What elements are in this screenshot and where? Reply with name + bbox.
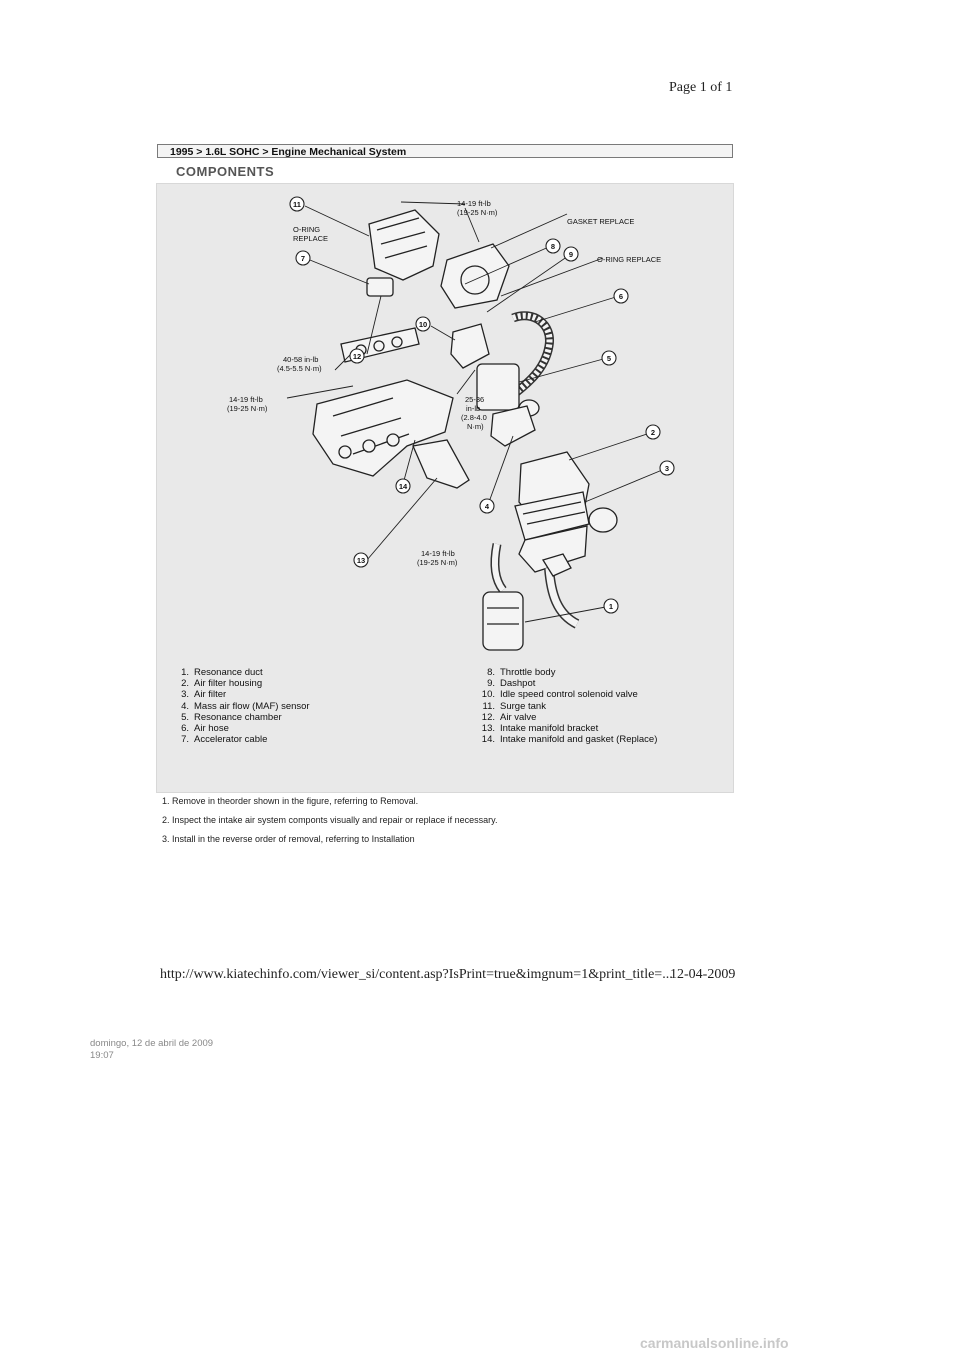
legend-item <box>171 712 451 723</box>
section-title: COMPONENTS <box>176 164 275 179</box>
torque-valve-2: in-lb <box>466 404 481 413</box>
isc-valve-shape <box>451 324 489 368</box>
legend-num: 6. <box>181 723 189 735</box>
legend-num: 5. <box>181 711 189 723</box>
procedure-steps <box>162 796 732 853</box>
legend-text: Resonance duct <box>194 667 263 678</box>
legend-num: 8. <box>487 667 495 678</box>
step-item: 1. Remove in theorder shown in the figure, referring to Removal. <box>162 796 419 806</box>
torque-left-nm: (19-25 N·m) <box>227 404 268 413</box>
gasket-replace-label: GASKET REPLACE <box>567 217 635 226</box>
legend-num: 7. <box>181 734 189 746</box>
legend-num: 1. <box>181 667 189 678</box>
legend-item <box>477 723 727 734</box>
legend-text: Mass air flow (MAF) sensor <box>194 700 310 712</box>
oring-replace-left-label-2: REPLACE <box>293 234 329 243</box>
print-timestamp <box>90 1038 213 1062</box>
legend-num: 4. <box>181 700 189 712</box>
legend-text: Throttle body <box>500 667 556 678</box>
legend-text: Air valve <box>500 711 537 723</box>
legend-text: Air filter housing <box>194 678 263 690</box>
torque-bottom: 14-19 ft-lb <box>421 549 455 558</box>
legend-item <box>171 723 451 734</box>
legend-item <box>477 667 727 678</box>
legend-num: 14. <box>481 734 495 746</box>
legend-item <box>477 734 727 745</box>
timestamp-date: domingo, 12 de abril de 2009 <box>90 1038 214 1049</box>
torque-top-nm: (19-25 N·m) <box>457 208 498 217</box>
legend-text: Surge tank <box>500 700 546 712</box>
legend-num: 9. <box>487 678 495 690</box>
breadcrumb: 1995 > 1.6L SOHC > Engine Mechanical System <box>157 144 733 158</box>
torque-mid-nm: (4.5-5.5 N·m) <box>277 364 322 373</box>
oring-replace-left-label-1: O-RING <box>293 225 321 234</box>
callout-5: 5 <box>606 354 612 363</box>
legend-text: Dashpot <box>500 678 536 690</box>
page-number: Page 1 of 1 <box>669 80 733 95</box>
callout-10: 10 <box>418 320 428 329</box>
callout-7: 7 <box>300 254 306 263</box>
legend-item <box>477 712 727 723</box>
legend-item <box>477 701 727 712</box>
legend-text: Intake manifold bracket <box>500 723 599 735</box>
callout-3: 3 <box>664 464 670 473</box>
torque-top: 14-19 ft-lb <box>457 199 491 208</box>
watermark: carmanualsonline.info <box>640 1335 789 1351</box>
torque-valve-3: (2.8-4.0 <box>461 413 487 422</box>
legend-num: 3. <box>181 689 189 701</box>
legend-text: Idle speed control solenoid valve <box>500 689 638 701</box>
legend-num: 2. <box>181 678 189 690</box>
torque-left: 14-19 ft-lb <box>229 395 263 404</box>
callout-1: 1 <box>608 602 614 611</box>
footer-date: 12-04-2009 <box>670 967 736 982</box>
timestamp-time: 19:07 <box>90 1050 114 1061</box>
callout-9: 9 <box>568 250 574 259</box>
legend-text: Air hose <box>194 723 229 735</box>
oring-replace-right-label: O-RING REPLACE <box>597 255 662 264</box>
legend-num: 11. <box>482 700 495 712</box>
callout-2: 2 <box>650 428 656 437</box>
maf-sensor-shape <box>491 406 535 446</box>
legend-num: 13. <box>481 723 495 735</box>
resonance-duct-shape <box>483 592 523 650</box>
legend-num: 10. <box>481 689 495 701</box>
surge-tank-shape <box>369 210 439 280</box>
legend-text: Accelerator cable <box>194 734 268 746</box>
legend-item <box>171 678 451 689</box>
legend-right <box>477 667 727 745</box>
legend-text: Resonance chamber <box>194 711 282 723</box>
intake-manifold-bracket-shape <box>413 440 469 488</box>
step-item: 3. Install in the reverse order of removal, referring to Installation <box>162 834 415 844</box>
legend-num: 12. <box>481 711 495 723</box>
step-item: 2. Inspect the intake air system componts visually and repair or replace if necessary. <box>162 815 498 825</box>
air-valve-shape <box>367 278 393 296</box>
torque-bottom-nm: (19-25 N·m) <box>417 558 458 567</box>
torque-valve-1: 25-36 <box>465 395 485 404</box>
callout-14: 14 <box>398 482 408 491</box>
legend-left <box>171 667 451 745</box>
callout-4: 4 <box>484 502 490 511</box>
legend-item <box>171 701 451 712</box>
legend-item <box>477 689 727 700</box>
torque-mid: 40-58 in-lb <box>283 355 319 364</box>
legend-item <box>171 689 451 700</box>
legend-text: Air filter <box>194 689 227 701</box>
legend-item <box>171 734 451 745</box>
callout-11: 11 <box>293 200 301 209</box>
legend-item <box>477 678 727 689</box>
legend-text: Intake manifold and gasket (Replace) <box>500 734 658 746</box>
callout-13: 13 <box>356 556 366 565</box>
components-figure <box>156 183 734 793</box>
callout-8: 8 <box>550 242 556 251</box>
legend-item <box>171 667 451 678</box>
torque-valve-4: N·m) <box>467 422 484 431</box>
footer-url: http://www.kiatechinfo.com/viewer_si/content.asp?IsPrint=true&imgnum=1&print_title=... <box>160 967 673 982</box>
callout-6: 6 <box>618 292 624 301</box>
callout-12: 12 <box>352 352 362 361</box>
